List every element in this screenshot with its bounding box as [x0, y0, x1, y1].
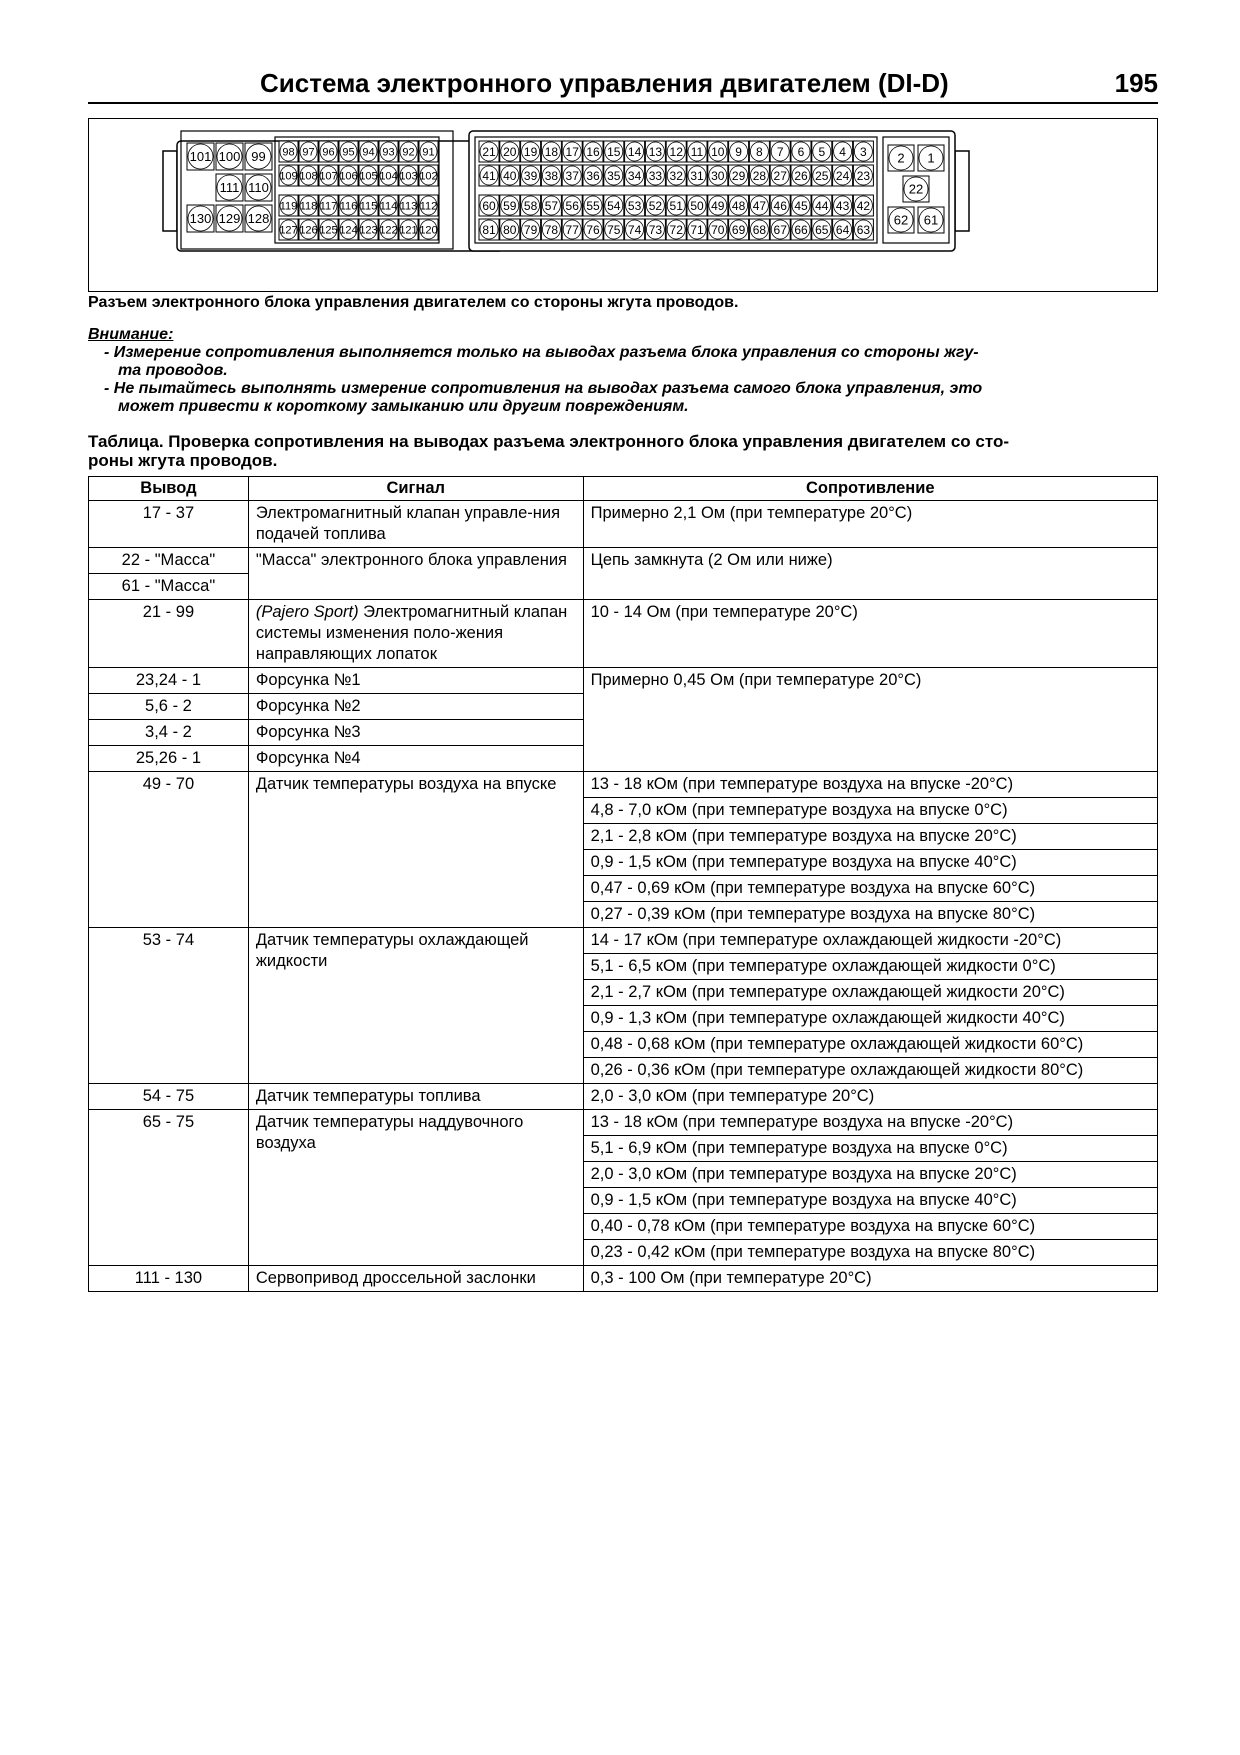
- resistance-cell: 5,1 - 6,5 кОм (при температуре охлаждающей жидкости 0°С): [583, 954, 1157, 980]
- connector-pin-number: 67: [773, 222, 787, 237]
- connector-pin-number: 113: [399, 200, 418, 213]
- signal-cell: Форсунка №2: [248, 694, 583, 720]
- connector-pin-number: 93: [382, 146, 395, 159]
- resistance-cell: 13 - 18 кОм (при температуре воздуха на впуске -20°С): [583, 772, 1157, 798]
- connector-pin-number: 103: [399, 170, 418, 183]
- connector-pin-number: 28: [752, 168, 767, 183]
- table-row: [89, 600, 1158, 668]
- connector-pin-number: 13: [648, 144, 663, 159]
- pin-cell: 49 - 70: [89, 772, 249, 928]
- resistance-cell: 0,26 - 0,36 кОм (при температуре охлаждающей жидкости 80°С): [583, 1058, 1157, 1084]
- connector-pin-number: 125: [319, 224, 338, 237]
- connector-pin-number: 115: [359, 200, 378, 213]
- attention-line-2b: может привести к короткому замыканию или другим повреждениям.: [118, 398, 689, 415]
- resistance-cell: 2,1 - 2,8 кОм (при температуре воздуха на впуске 20°С): [583, 824, 1157, 850]
- connector-pin-number: 110: [248, 180, 269, 196]
- connector-pin-number: 46: [773, 198, 787, 213]
- connector-pin-number: 119: [279, 200, 298, 213]
- connector-pin-number: 111: [219, 180, 240, 196]
- table-header-row: [89, 477, 1158, 501]
- signal-cell: "Масса" электронного блока управления: [248, 548, 583, 600]
- connector-diagram: [88, 118, 1158, 292]
- connector-pin-number: 49: [711, 198, 725, 213]
- connector-pin-number: 75: [607, 222, 621, 237]
- connector-pin-number: 14: [627, 144, 642, 159]
- connector-pin-number: 81: [482, 222, 496, 237]
- left-connector-latch-left: [163, 151, 177, 231]
- connector-pin-number: 128: [247, 211, 270, 227]
- connector-pin-number: 33: [648, 168, 663, 183]
- resistance-cell: 0,9 - 1,3 кОм (при температуре охлаждающей жидкости 40°С): [583, 1006, 1157, 1032]
- header-pin: Вывод: [89, 477, 249, 501]
- signal-cell: Форсунка №1: [248, 668, 583, 694]
- pin-cell: 61 - "Масса": [89, 574, 249, 600]
- resistance-cell: 0,47 - 0,69 кОм (при температуре воздуха на впуске 60°С): [583, 876, 1157, 902]
- connector-pin-number: 50: [690, 198, 704, 213]
- resistance-cell: 0,40 - 0,78 кОм (при температуре воздуха на впуске 60°С): [583, 1214, 1157, 1240]
- connector-pin-number: 3: [860, 144, 867, 159]
- connector-pin-number: 130: [189, 211, 212, 227]
- connector-pin-number: 21: [482, 144, 496, 159]
- table-row: [89, 928, 1158, 954]
- resistance-cell: Примерно 2,1 Ом (при температуре 20°С): [583, 501, 1157, 548]
- attention-note: [88, 326, 1156, 416]
- signal-cell: Датчик температуры наддувочного воздуха: [248, 1110, 583, 1266]
- connector-pin-number: 26: [794, 168, 808, 183]
- resistance-table: [88, 476, 1158, 1292]
- connector-pin-number: 117: [319, 200, 338, 213]
- connector-pin-number: 106: [339, 170, 358, 183]
- header-resistance: Сопротивление: [583, 477, 1157, 501]
- connector-pin-number: 23: [856, 168, 871, 183]
- connector-pin-number: 71: [690, 222, 704, 237]
- page-title: Система электронного управления двигателем (DI-D): [260, 68, 949, 98]
- connector-pin-number: 5: [818, 144, 826, 159]
- signal-cell: Датчик температуры топлива: [248, 1084, 583, 1110]
- resistance-cell: 2,1 - 2,7 кОм (при температуре охлаждающей жидкости 20°С): [583, 980, 1157, 1006]
- connector-pin-number: 123: [359, 224, 378, 237]
- connector-pin-number: 108: [299, 170, 318, 183]
- connector-pin-number: 70: [711, 222, 725, 237]
- connector-pin-number: 11: [690, 144, 704, 159]
- pin-cell: 25,26 - 1: [89, 746, 249, 772]
- connector-pin-number: 95: [342, 146, 355, 159]
- connector-pin-number: 65: [815, 222, 829, 237]
- connector-pin-number: 129: [218, 211, 241, 227]
- resistance-cell: 14 - 17 кОм (при температуре охлаждающей жидкости -20°С): [583, 928, 1157, 954]
- connector-pin-number: 55: [586, 198, 600, 213]
- connector-pin-number: 56: [565, 198, 579, 213]
- table-row: [89, 548, 1158, 574]
- connector-pin-number: 7: [776, 144, 784, 159]
- table-row: [89, 772, 1158, 798]
- signal-cell: Форсунка №3: [248, 720, 583, 746]
- connector-pin-number: 94: [362, 146, 375, 159]
- attention-heading: Внимание:: [88, 326, 174, 343]
- connector-pin-number: 99: [251, 149, 266, 165]
- connector-pin-number: 20: [503, 144, 517, 159]
- connector-pin-number: 79: [523, 222, 538, 237]
- header-signal: Сигнал: [248, 477, 583, 501]
- connector-pin-number: 31: [690, 168, 704, 183]
- pin-cell: 5,6 - 2: [89, 694, 249, 720]
- connector-pin-number: 114: [379, 200, 398, 213]
- resistance-cell: 2,0 - 3,0 кОм (при температуре воздуха на впуске 20°С): [583, 1162, 1157, 1188]
- resistance-cell: 0,9 - 1,5 кОм (при температуре воздуха на впуске 40°С): [583, 850, 1157, 876]
- connector-pin-number: 18: [544, 144, 559, 159]
- pin-cell: 23,24 - 1: [89, 668, 249, 694]
- resistance-cell: 0,3 - 100 Ом (при температуре 20°С): [583, 1266, 1157, 1292]
- connector-pin-number: 66: [794, 222, 808, 237]
- connector-pin-number: 102: [419, 170, 438, 183]
- resistance-cell: Цепь замкнута (2 Ом или ниже): [583, 548, 1157, 600]
- attention-line-2a: - Не пытайтесь выполнять измерение сопротивления на выводах разъема самого блока управления, это: [104, 380, 983, 397]
- connector-pin-number: 126: [299, 224, 318, 237]
- connector-pin-number: 38: [544, 168, 559, 183]
- connector-pin-number: 4: [839, 144, 846, 159]
- connector-pin-number: 80: [503, 222, 517, 237]
- connector-pin-number: 101: [189, 149, 212, 165]
- connector-pin-number: 22: [908, 181, 924, 197]
- table-row: [89, 1110, 1158, 1136]
- signal-cell: Датчик температуры воздуха на впуске: [248, 772, 583, 928]
- connector-pin-number: 44: [815, 198, 829, 213]
- pin-cell: 17 - 37: [89, 501, 249, 548]
- connector-pin-number: 72: [669, 222, 683, 237]
- connector-pin-number: 77: [565, 222, 579, 237]
- connector-pin-number: 59: [503, 198, 517, 213]
- resistance-cell: 0,23 - 0,42 кОм (при температуре воздуха на впуске 80°С): [583, 1240, 1157, 1266]
- connector-pin-number: 25: [815, 168, 829, 183]
- connector-pin-number: 35: [607, 168, 621, 183]
- resistance-cell: 5,1 - 6,9 кОм (при температуре воздуха на впуске 0°С): [583, 1136, 1157, 1162]
- signal-text: Электромагнитный клапан системы изменения поло-жения направляющих лопаток: [255, 603, 568, 663]
- table-row: [89, 1084, 1158, 1110]
- connector-pin-number: 19: [523, 144, 538, 159]
- connector-pin-number: 73: [648, 222, 663, 237]
- signal-cell: Сервопривод дроссельной заслонки: [248, 1266, 583, 1292]
- connector-pin-number: 27: [773, 168, 787, 183]
- connector-pin-number: 64: [835, 222, 850, 237]
- connector-pin-number: 39: [523, 168, 538, 183]
- connector-pin-number: 116: [339, 200, 358, 213]
- connector-pin-number: 107: [319, 170, 338, 183]
- right-connector-latch-right: [955, 151, 969, 231]
- connector-pin-number: 118: [299, 200, 318, 213]
- connector-pin-number: 17: [565, 144, 579, 159]
- attention-line-1b: та проводов.: [118, 362, 228, 379]
- signal-model-prefix: (Pajero Sport): [255, 603, 359, 621]
- pin-cell: 65 - 75: [89, 1110, 249, 1266]
- diagram-caption: Разъем электронного блока управления двигателем со стороны жгута проводов.: [88, 294, 739, 311]
- connector-pin-number: 68: [752, 222, 767, 237]
- connector-pin-number: 16: [586, 144, 600, 159]
- connector-pin-number: 121: [399, 224, 418, 237]
- attention-line-1a: - Измерение сопротивления выполняется только на выводах разъема блока управления со стороны жгу-: [104, 344, 979, 361]
- connector-pin-number: 104: [379, 170, 398, 183]
- connector-pin-number: 37: [565, 168, 579, 183]
- connector-pin-number: 15: [607, 144, 621, 159]
- pin-cell: 53 - 74: [89, 928, 249, 1084]
- connector-pin-number: 36: [586, 168, 600, 183]
- connector-pin-number: 122: [379, 224, 398, 237]
- connector-pin-number: 109: [279, 170, 298, 183]
- resistance-cell: 0,48 - 0,68 кОм (при температуре охлаждающей жидкости 60°С): [583, 1032, 1157, 1058]
- connector-pin-number: 34: [627, 168, 642, 183]
- table-row: [89, 501, 1158, 548]
- table-title-line-1: Таблица. Проверка сопротивления на выводах разъема электронного блока управления двигателем со сто-: [88, 432, 1009, 451]
- connector-pin-number: 92: [402, 146, 415, 159]
- resistance-cell: 10 - 14 Ом (при температуре 20°С): [583, 600, 1157, 668]
- connector-pin-number: 41: [482, 168, 496, 183]
- pin-cell: 54 - 75: [89, 1084, 249, 1110]
- pin-cell: 22 - "Масса": [89, 548, 249, 574]
- connector-pin-number: 29: [731, 168, 746, 183]
- signal-cell: Датчик температуры охлаждающей жидкости: [248, 928, 583, 1084]
- connector-pin-number: 78: [544, 222, 559, 237]
- signal-cell: Форсунка №4: [248, 746, 583, 772]
- resistance-cell: 2,0 - 3,0 кОм (при температуре 20°С): [583, 1084, 1157, 1110]
- connector-pin-number: 51: [669, 198, 683, 213]
- connector-pin-number: 8: [756, 144, 763, 159]
- connector-pin-number: 61: [923, 212, 939, 228]
- resistance-cell: 0,27 - 0,39 кОм (при температуре воздуха на впуске 80°С): [583, 902, 1157, 928]
- pin-cell: 3,4 - 2: [89, 720, 249, 746]
- connector-pin-number: 58: [523, 198, 538, 213]
- connector-pin-number: 74: [627, 222, 642, 237]
- connector-pin-number: 63: [856, 222, 871, 237]
- page-number: 195: [1114, 68, 1158, 98]
- connector-pin-number: 124: [339, 224, 358, 237]
- connector-pin-number: 53: [627, 198, 642, 213]
- connector-pin-number: 57: [544, 198, 559, 213]
- connector-pin-number: 43: [835, 198, 850, 213]
- signal-cell: Электромагнитный клапан управле-ния подачей топлива: [248, 501, 583, 548]
- table-title: [88, 432, 1158, 470]
- connector-pin-number: 24: [835, 168, 850, 183]
- connector-pin-number: 127: [279, 224, 298, 237]
- connector-pin-number: 60: [482, 198, 496, 213]
- connector-pin-number: 47: [752, 198, 767, 213]
- connector-pin-number: 10: [711, 144, 725, 159]
- resistance-cell: 0,9 - 1,5 кОм (при температуре воздуха на впуске 40°С): [583, 1188, 1157, 1214]
- pin-cell: 111 - 130: [89, 1266, 249, 1292]
- connector-pin-number: 6: [797, 144, 805, 159]
- connector-pin-number: 97: [302, 146, 315, 159]
- connector-pin-number: 32: [669, 168, 683, 183]
- resistance-cell: Примерно 0,45 Ом (при температуре 20°С): [583, 668, 1157, 772]
- connector-pin-number: 52: [648, 198, 663, 213]
- table-row: [89, 668, 1158, 694]
- connector-pin-number: 96: [322, 146, 335, 159]
- pin-cell: 21 - 99: [89, 600, 249, 668]
- connector-pin-number: 40: [503, 168, 517, 183]
- page-header: [88, 68, 1158, 104]
- connector-pin-number: 12: [669, 144, 683, 159]
- signal-cell: [248, 600, 583, 668]
- connector-pin-number: 120: [419, 224, 438, 237]
- connector-pin-number: 98: [282, 146, 295, 159]
- connector-drawing: [89, 119, 1157, 291]
- connector-pin-number: 62: [893, 212, 909, 228]
- connector-pin-number: 48: [731, 198, 746, 213]
- connector-pin-number: 100: [218, 149, 241, 165]
- connector-pin-number: 42: [856, 198, 871, 213]
- connector-pin-number: 69: [731, 222, 746, 237]
- resistance-cell: 13 - 18 кОм (при температуре воздуха на впуске -20°С): [583, 1110, 1157, 1136]
- resistance-cell: 4,8 - 7,0 кОм (при температуре воздуха на впуске 0°С): [583, 798, 1157, 824]
- connector-pin-number: 76: [586, 222, 600, 237]
- table-row: [89, 1266, 1158, 1292]
- table-title-line-2: роны жгута проводов.: [88, 451, 278, 470]
- connector-pin-number: 91: [422, 146, 435, 159]
- connector-pin-number: 112: [419, 200, 438, 213]
- connector-pin-number: 2: [897, 150, 905, 166]
- connector-pin-number: 30: [711, 168, 725, 183]
- connector-pin-number: 45: [794, 198, 808, 213]
- connector-pin-number: 9: [735, 144, 742, 159]
- connector-pin-number: 105: [359, 170, 378, 183]
- connector-pin-number: 1: [927, 150, 935, 166]
- connector-pin-number: 54: [607, 198, 621, 213]
